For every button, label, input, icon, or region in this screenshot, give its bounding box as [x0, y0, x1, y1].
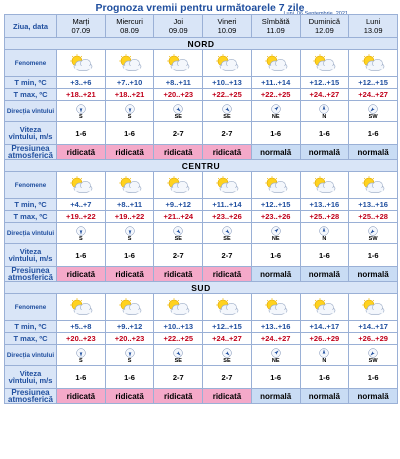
wind-speed-label: Viteza vîntului, m/s — [5, 122, 57, 145]
wind-direction-text: NE — [271, 235, 280, 242]
wind-arrow-icon — [319, 226, 329, 236]
wind-arrow-icon — [222, 226, 232, 236]
wind-direction-cell — [57, 101, 106, 122]
day-header-0 — [57, 15, 106, 38]
day-label-header — [5, 15, 57, 38]
day-name: Vineri — [217, 17, 237, 26]
wind-direction-cell — [251, 101, 300, 122]
tmax-cell: +21..+24 — [154, 211, 203, 223]
phenomenon-cell — [203, 50, 252, 77]
wind-speed-cell: 2-7 — [203, 366, 252, 389]
tmin-row — [5, 321, 398, 333]
sun-behind-cloud-icon — [214, 54, 240, 72]
tmax-row — [5, 89, 398, 101]
wind-direction-text: S — [127, 113, 132, 120]
wind-arrow-icon — [173, 226, 183, 236]
wind-arrow-icon — [76, 348, 86, 358]
tmax-cell: +26..+29 — [300, 333, 349, 345]
phenomenon-cell — [251, 172, 300, 199]
tmax-cell: +23..+26 — [203, 211, 252, 223]
wind-direction-cell — [251, 223, 300, 244]
tmax-label: T max, ºC — [5, 211, 57, 223]
pressure-cell: ridicată — [154, 145, 203, 160]
wind-direction-text: SE — [223, 235, 231, 242]
phenomenon-cell — [57, 294, 106, 321]
wind-speed-label: Viteza vîntului, m/s — [5, 366, 57, 389]
tmin-label: T min, ºC — [5, 199, 57, 211]
wind-arrow-icon — [271, 104, 281, 114]
wind-speed-cell: 2-7 — [154, 366, 203, 389]
wind-direction-text: SE — [174, 113, 182, 120]
tmax-cell: +23..+26 — [251, 211, 300, 223]
phenomenon-cell — [349, 294, 398, 321]
wind-speed-cell: 1-6 — [57, 122, 106, 145]
wind-arrow-icon — [368, 348, 378, 358]
wind-direction-text: SW — [368, 235, 378, 242]
sun-behind-cloud-icon — [165, 298, 191, 316]
wind-speed-cell: 1-6 — [349, 122, 398, 145]
pressure-cell: ridicată — [203, 145, 252, 160]
tmax-cell: +24..+27 — [251, 333, 300, 345]
sun-behind-cloud-icon — [214, 298, 240, 316]
tmax-label: T max, ºC — [5, 89, 57, 101]
sun-behind-cloud-icon — [360, 176, 386, 194]
wind-direction-text: NE — [271, 113, 280, 120]
tmin-cell: +14..+17 — [300, 321, 349, 333]
wind-direction-cell — [154, 345, 203, 366]
day-header-4 — [251, 15, 300, 38]
pressure-cell: ridicată — [203, 389, 252, 404]
wind-direction-cell — [349, 101, 398, 122]
wind-arrow-icon — [319, 104, 329, 114]
wind-speed-row — [5, 366, 398, 389]
wind-direction-label: Direcția vîntului — [5, 223, 57, 244]
tmin-cell: +13..+16 — [349, 199, 398, 211]
wind-speed-row — [5, 122, 398, 145]
sun-behind-cloud-icon — [311, 54, 337, 72]
day-date: 10.09 — [217, 26, 237, 35]
wind-direction-row — [5, 101, 398, 122]
wind-direction-cell — [300, 223, 349, 244]
tmax-cell: +19..+22 — [57, 211, 106, 223]
tmin-row — [5, 199, 398, 211]
tmax-cell: +24..+27 — [300, 89, 349, 101]
pressure-cell: ridicată — [57, 389, 106, 404]
tmin-cell: +14..+17 — [349, 321, 398, 333]
wind-direction-text: S — [79, 113, 83, 120]
day-header-6 — [349, 15, 398, 38]
region-row-1 — [5, 160, 398, 172]
wind-speed-cell: 2-7 — [203, 244, 252, 267]
pressure-row — [5, 145, 398, 160]
wind-direction-text: SE — [223, 113, 231, 120]
wind-direction-text: S — [127, 357, 132, 364]
day-name: Marți — [72, 17, 90, 26]
wind-speed-cell: 1-6 — [105, 366, 154, 389]
wind-direction-cell — [300, 345, 349, 366]
pressure-cell: ridicată — [154, 389, 203, 404]
wind-speed-cell: 1-6 — [349, 244, 398, 267]
day-date: 08.09 — [120, 26, 139, 35]
tmin-cell: +10..+13 — [154, 321, 203, 333]
wind-speed-cell: 2-7 — [203, 122, 252, 145]
phenomenon-cell — [251, 50, 300, 77]
day-name: Miercuri — [116, 17, 143, 26]
tmax-label: T max, ºC — [5, 333, 57, 345]
tmin-cell: +4..+7 — [57, 199, 106, 211]
pressure-cell: normală — [251, 145, 300, 160]
forecast-table — [4, 14, 398, 404]
wind-arrow-icon — [271, 348, 281, 358]
sun-behind-cloud-icon — [263, 54, 289, 72]
wind-speed-cell: 1-6 — [105, 122, 154, 145]
wind-arrow-icon — [368, 104, 378, 114]
pressure-cell: ridicată — [57, 267, 106, 282]
wind-arrow-icon — [173, 104, 183, 114]
phenomenon-cell — [203, 294, 252, 321]
tmin-label: T min, ºC — [5, 77, 57, 89]
phenomenon-label: Fenomene — [5, 172, 57, 199]
tmax-row — [5, 333, 398, 345]
wind-speed-label: Viteza vîntului, m/s — [5, 244, 57, 267]
phenomenon-cell — [203, 172, 252, 199]
wind-speed-cell: 1-6 — [300, 244, 349, 267]
wind-direction-text: S — [127, 235, 132, 242]
wind-direction-text: S — [79, 235, 83, 242]
day-header-5 — [300, 15, 349, 38]
tmax-cell: +20..+23 — [154, 89, 203, 101]
wind-direction-label: Direcția vîntului — [5, 345, 57, 366]
wind-speed-cell: 1-6 — [57, 366, 106, 389]
day-name: Joi — [173, 17, 184, 26]
pressure-cell: normală — [349, 145, 398, 160]
phenomenon-cell — [154, 294, 203, 321]
sun-behind-cloud-icon — [263, 176, 289, 194]
wind-speed-cell: 1-6 — [251, 366, 300, 389]
wind-direction-text: SE — [174, 357, 182, 364]
pressure-row — [5, 267, 398, 282]
pressure-label: Presiunea atmosferică — [5, 389, 57, 404]
wind-arrow-icon — [222, 104, 232, 114]
tmax-cell: +24..+27 — [349, 89, 398, 101]
tmax-cell: +18..+21 — [57, 89, 106, 101]
pressure-cell: normală — [251, 389, 300, 404]
wind-speed-cell: 1-6 — [105, 244, 154, 267]
region-name: SUD — [5, 282, 398, 294]
day-date: 09.09 — [168, 26, 188, 35]
wind-direction-text: S — [79, 357, 83, 364]
wind-direction-cell — [300, 101, 349, 122]
wind-direction-cell — [105, 101, 154, 122]
wind-direction-cell — [203, 101, 252, 122]
tmin-cell: +5..+8 — [57, 321, 106, 333]
phenomenon-cell — [300, 172, 349, 199]
day-label-text: Ziua, data — [12, 21, 48, 31]
pressure-label: Presiunea atmosferică — [5, 267, 57, 282]
phenomenon-cell — [154, 50, 203, 77]
tmax-cell: +22..+25 — [203, 89, 252, 101]
day-header-2 — [154, 15, 203, 38]
wind-direction-cell — [57, 223, 106, 244]
pressure-cell: ridicată — [105, 389, 154, 404]
pressure-cell: ridicată — [105, 267, 154, 282]
tmin-cell: +9..+12 — [154, 199, 203, 211]
wind-speed-cell: 1-6 — [349, 366, 398, 389]
tmax-row — [5, 211, 398, 223]
phenomenon-cell — [300, 294, 349, 321]
phenomenon-cell — [57, 50, 106, 77]
wind-arrow-icon — [173, 348, 183, 358]
wind-speed-cell: 1-6 — [57, 244, 106, 267]
sun-behind-cloud-icon — [165, 176, 191, 194]
phenomenon-cell — [154, 172, 203, 199]
sun-behind-cloud-icon — [68, 298, 94, 316]
phenomenon-cell — [251, 294, 300, 321]
sun-behind-cloud-icon — [214, 176, 240, 194]
tmin-cell: +13..+16 — [300, 199, 349, 211]
tmax-cell: +25..+28 — [300, 211, 349, 223]
phenomenon-cell — [105, 172, 154, 199]
wind-speed-cell: 1-6 — [300, 122, 349, 145]
wind-direction-cell — [57, 345, 106, 366]
pressure-cell: normală — [300, 389, 349, 404]
tmin-cell: +8..+11 — [105, 199, 154, 211]
tmin-cell: +13..+16 — [251, 321, 300, 333]
wind-direction-cell — [251, 345, 300, 366]
wind-direction-row — [5, 345, 398, 366]
sun-behind-cloud-icon — [311, 298, 337, 316]
tmin-cell: +12..+15 — [251, 199, 300, 211]
wind-direction-text: N — [322, 113, 327, 120]
wind-direction-cell — [154, 101, 203, 122]
tmin-row — [5, 77, 398, 89]
phenomenon-cell — [300, 50, 349, 77]
wind-direction-text: SE — [223, 357, 231, 364]
pressure-cell: ridicată — [154, 267, 203, 282]
wind-speed-cell: 1-6 — [251, 122, 300, 145]
tmax-cell: +24..+27 — [203, 333, 252, 345]
wind-direction-label: Direcția vîntului — [5, 101, 57, 122]
wind-arrow-icon — [125, 348, 135, 358]
day-date: 07.09 — [71, 26, 91, 35]
wind-direction-cell — [154, 223, 203, 244]
wind-direction-cell — [203, 345, 252, 366]
pressure-cell: ridicată — [105, 145, 154, 160]
tmin-cell: +7..+10 — [105, 77, 154, 89]
tmax-cell: +18..+21 — [105, 89, 154, 101]
wind-arrow-icon — [76, 104, 86, 114]
wind-direction-text: SW — [368, 357, 378, 364]
wind-arrow-icon — [319, 348, 329, 358]
phenomenon-row — [5, 50, 398, 77]
wind-direction-cell — [105, 345, 154, 366]
wind-direction-cell — [349, 345, 398, 366]
wind-arrow-icon — [271, 226, 281, 236]
wind-direction-cell — [105, 223, 154, 244]
tmax-cell: +20..+23 — [57, 333, 106, 345]
region-row-0 — [5, 38, 398, 50]
wind-direction-text: N — [322, 357, 327, 364]
sun-behind-cloud-icon — [311, 176, 337, 194]
day-date: 12.09 — [314, 26, 334, 35]
tmax-cell: +19..+22 — [105, 211, 154, 223]
wind-speed-cell: 2-7 — [154, 244, 203, 267]
wind-direction-cell — [349, 223, 398, 244]
tmin-cell: +12..+15 — [300, 77, 349, 89]
wind-direction-text: NE — [271, 357, 280, 364]
pressure-cell: ridicată — [57, 145, 106, 160]
region-row-2 — [5, 282, 398, 294]
tmin-cell: +3..+6 — [57, 77, 106, 89]
pressure-label: Presiunea atmosferică — [5, 145, 57, 160]
tmin-cell: +9..+12 — [105, 321, 154, 333]
pressure-cell: normală — [349, 267, 398, 282]
pressure-cell: normală — [300, 267, 349, 282]
tmin-cell: +12..+15 — [203, 321, 252, 333]
phenomenon-cell — [349, 172, 398, 199]
day-date: 13.09 — [363, 26, 383, 35]
phenomenon-label: Fenomene — [5, 50, 57, 77]
pressure-cell: normală — [300, 145, 349, 160]
day-name: Luni — [366, 17, 381, 26]
tmax-cell: +25..+28 — [349, 211, 398, 223]
sun-behind-cloud-icon — [263, 298, 289, 316]
pressure-row — [5, 389, 398, 404]
tmin-label: T min, ºC — [5, 321, 57, 333]
sun-behind-cloud-icon — [68, 54, 94, 72]
sun-behind-cloud-icon — [165, 54, 191, 72]
sun-behind-cloud-icon — [360, 298, 386, 316]
wind-arrow-icon — [222, 348, 232, 358]
wind-arrow-icon — [76, 226, 86, 236]
day-name: Sîmbătă — [261, 17, 290, 26]
tmin-cell: +11..+14 — [251, 77, 300, 89]
pressure-cell: normală — [349, 389, 398, 404]
tmax-cell: +22..+25 — [251, 89, 300, 101]
pressure-cell: ridicată — [203, 267, 252, 282]
phenomenon-label: Fenomene — [5, 294, 57, 321]
tmin-cell: +12..+15 — [349, 77, 398, 89]
phenomenon-cell — [349, 50, 398, 77]
day-name: Duminică — [308, 17, 340, 26]
phenomenon-cell — [105, 294, 154, 321]
day-header-3 — [203, 15, 252, 38]
tmax-cell: +20..+23 — [105, 333, 154, 345]
sun-behind-cloud-icon — [117, 298, 143, 316]
phenomenon-row — [5, 172, 398, 199]
page-title: Prognoza vremii pentru următoarele 7 zile — [95, 2, 305, 14]
sun-behind-cloud-icon — [117, 176, 143, 194]
wind-arrow-icon — [368, 226, 378, 236]
wind-direction-text: SW — [368, 113, 378, 120]
day-date: 11.09 — [266, 26, 285, 35]
tmax-cell: +26..+29 — [349, 333, 398, 345]
wind-direction-text: N — [322, 235, 327, 242]
day-header-1 — [105, 15, 154, 38]
wind-speed-cell: 1-6 — [251, 244, 300, 267]
phenomenon-cell — [105, 50, 154, 77]
tmin-cell: +11..+14 — [203, 199, 252, 211]
tmin-cell: +8..+11 — [154, 77, 203, 89]
phenomenon-row — [5, 294, 398, 321]
wind-speed-cell: 2-7 — [154, 122, 203, 145]
wind-direction-cell — [203, 223, 252, 244]
days-header-row — [5, 15, 398, 38]
wind-speed-cell: 1-6 — [300, 366, 349, 389]
region-name: CENTRU — [5, 160, 398, 172]
sun-behind-cloud-icon — [117, 54, 143, 72]
tmax-cell: +22..+25 — [154, 333, 203, 345]
pressure-cell: normală — [251, 267, 300, 282]
wind-direction-text: SE — [174, 235, 182, 242]
sun-behind-cloud-icon — [360, 54, 386, 72]
tmin-cell: +10..+13 — [203, 77, 252, 89]
phenomenon-cell — [57, 172, 106, 199]
region-name: NORD — [5, 38, 398, 50]
wind-arrow-icon — [125, 226, 135, 236]
wind-arrow-icon — [125, 104, 135, 114]
sun-behind-cloud-icon — [68, 176, 94, 194]
wind-speed-row — [5, 244, 398, 267]
wind-direction-row — [5, 223, 398, 244]
